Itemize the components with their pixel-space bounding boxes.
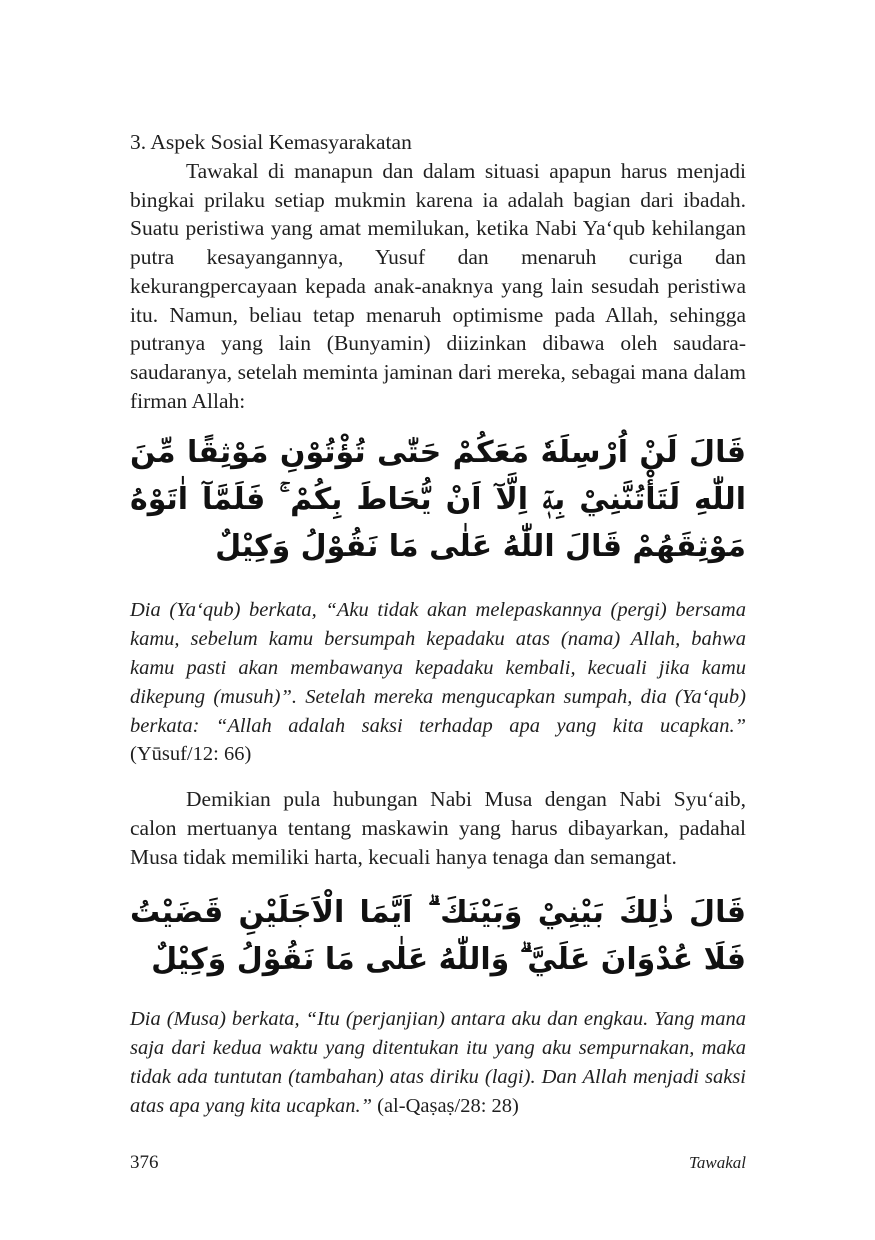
paragraph-musa: Demikian pula hubungan Nabi Musa dengan Nabi Syu‘aib, calon mertuanya tentang maskawin yang harus dibayarkan, padahal Musa tidak memiliki harta, kecuali hanya tenaga dan semangat. [130,787,746,869]
quran-verse-yusuf: قَالَ لَنْ اُرْسِلَهٗ مَعَكُمْ حَتّٰى تُؤْتُوْنِ مَوْثِقًا مِّنَ اللّٰهِ لَتَأْتُنَّنِيْ بِهٖٓ اِلَّآ اَنْ يُّحَاطَ بِكُمْ ۚ فَلَمَّآ اٰتَوْهُ مَوْثِقَهُمْ قَالَ اللّٰهُ عَلٰى مَا نَقُوْلُ وَكِيْلٌ [130,435,746,565]
verse-translation-yusuf [130,596,746,769]
verse-reference: (Yūsuf/12: 66) [130,743,252,766]
translation-text: Dia (Musa) berkata, “Itu (perjanjian) antara aku dan engkau. Yang mana saja dari kedua waktu yang ditentukan itu yang aku sempurnakan, maka tidak ada tuntutan (tambahan) atas diriku (lagi). Dan Allah menjadi saksi atas apa yang kita ucapkan.” [130,1008,746,1117]
section-heading: 3. Aspek Sosial Kemasyarakatan [130,130,412,154]
verse-reference: (al-Qaṣaṣ/28: 28) [377,1094,519,1117]
page-number: 376 [130,1152,159,1173]
paragraph-intro: Tawakal di manapun dan dalam situasi apapun harus menjadi bingkai prilaku setiap mukmin karena ia adalah bagian dari ibadah. Suatu peristiwa yang amat memilukan, ketika Nabi Ya‘qub kehilangan putra kesayangannya, Yusuf dan menaruh curiga dan kekurangpercayaan kepada anak-anaknya yang lain sesudah peristiwa itu. Namun, beliau tetap menaruh optimisme pada Allah, sehingga putranya yang lain (Bunyamin) diizinkan dibawa oleh saudara-saudaranya, setelah meminta jaminan dari mereka, sebagai mana dalam firman Allah: [130,159,746,413]
running-footer-title: Tawakal [688,1153,746,1172]
page-body [130,128,746,1120]
quran-verse-qasas: قَالَ ذٰلِكَ بَيْنِيْ وَبَيْنَكَ ۗ اَيَّمَا الْاَجَلَيْنِ قَضَيْتُ فَلَا عُدْوَانَ عَلَيَّ ۗ وَاللّٰهُ عَلٰى مَا نَقُوْلُ وَكِيْلٌ [130,895,746,978]
translation-text: Dia (Ya‘qub) berkata, “Aku tidak akan melepaskannya (pergi) bersama kamu, sebelum kamu bersumpah kepadaku atas (nama) Allah, bahwa kamu pasti akan membawanya kepadaku kembali, kecuali jika kamu dikepung (musuh)”. Setelah mereka mengucapkan sumpah, dia (Ya‘qub) berkata: “Allah adalah saksi terhadap apa yang kita ucapkan.” [130,599,746,737]
verse-translation-qasas [130,1005,746,1120]
